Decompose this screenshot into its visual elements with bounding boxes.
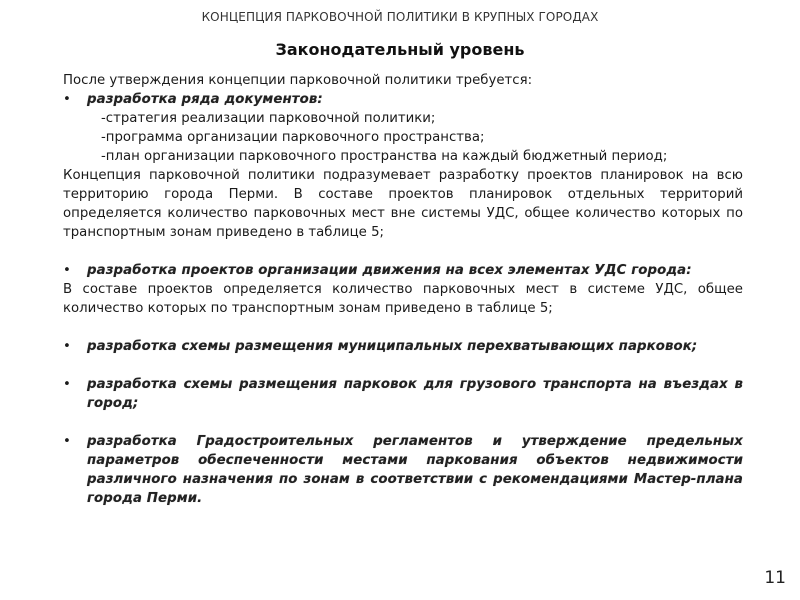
paragraph: В составе проектов определяется количество парковочных мест в системе УДС, общее количество которых по транспортным зонам приведено в таблице 5; xyxy=(63,282,743,316)
intro-text: После утверждения концепции парковочной политики требуется: xyxy=(63,73,533,88)
bullet-text: разработка схемы размещения муниципальных перехватывающих парковок; xyxy=(87,339,698,354)
bullet-text: разработка Градостроительных регламентов и утверждение предельных параметров обеспеченности местами паркования объектов недвижимости различного назначения по зонам в соответствии с рекомендациями Мастер-плана города Перми. xyxy=(87,434,743,506)
bullet-item xyxy=(63,90,743,109)
bullet-text: разработка схемы размещения парковок для грузового транспорта на въездах в город; xyxy=(87,377,743,411)
slide-title: Законодательный уровень xyxy=(275,40,525,59)
sub-item: -план организации парковочного пространства на каждый бюджетный период; xyxy=(101,149,668,164)
sub-item: -программа организации парковочного пространства; xyxy=(101,130,485,145)
bullet-icon: • xyxy=(63,434,71,449)
bullet-icon: • xyxy=(63,263,71,278)
bullet-item xyxy=(63,337,743,356)
page-number: 11 xyxy=(764,568,786,588)
slide-body xyxy=(63,71,743,508)
bullet-icon: • xyxy=(63,339,71,354)
paragraph: Концепция парковочной политики подразумевает разработку проектов планировок на всю территорию города Перми. В составе проектов планировок отдельных территорий определяется количество парковочных мест вне системы УДС, общее количество которых по транспортным зонам приведено в таблице 5; xyxy=(63,168,743,240)
bullet-icon: • xyxy=(63,377,71,392)
slide-header: КОНЦЕПЦИЯ ПАРКОВОЧНОЙ ПОЛИТИКИ В КРУПНЫХ ГОРОДАХ xyxy=(201,10,599,24)
bullet-item xyxy=(63,375,743,413)
bullet-text: разработка проектов организации движения на всех элементах УДС города: xyxy=(87,263,692,278)
sub-item: -стратегия реализации парковочной политики; xyxy=(101,111,436,126)
bullet-item xyxy=(63,432,743,508)
bullet-item xyxy=(63,261,743,280)
bullet-text: разработка ряда документов: xyxy=(87,92,323,107)
bullet-icon: • xyxy=(63,92,71,107)
